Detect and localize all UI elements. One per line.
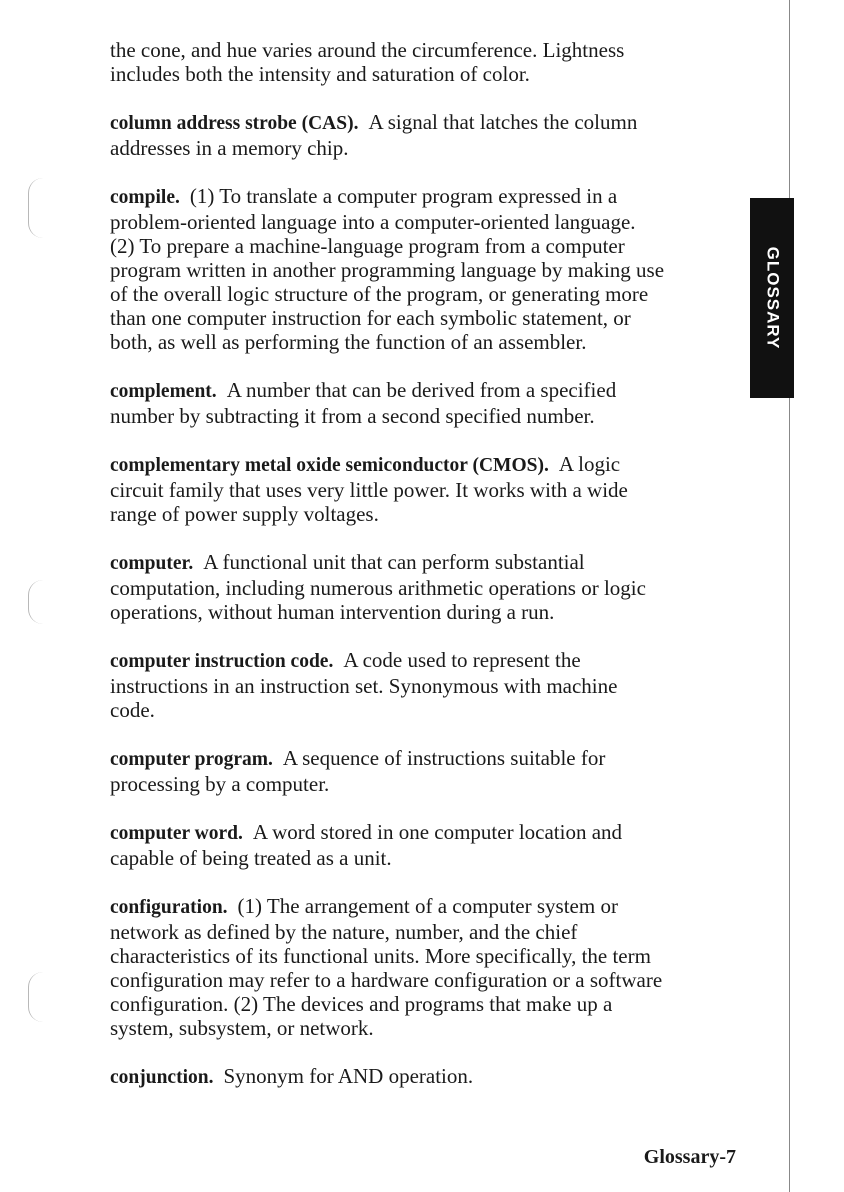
entry-term: complement. — [110, 381, 217, 402]
text-line: circuit family that uses very little power. It works with a wide — [110, 478, 628, 502]
text-line: A logic — [558, 452, 621, 476]
text-line: system, subsystem, or network. — [110, 1016, 374, 1040]
entry-term: configuration. — [110, 897, 228, 918]
text-line: Synonym for AND operation. — [223, 1064, 474, 1088]
glossary-section-tab — [750, 198, 794, 398]
text-line: (1) The arrangement of a computer system or — [237, 894, 618, 918]
text-line: A number that can be derived from a specified — [226, 378, 617, 402]
text-line: instructions in an instruction set. Synonymous with machine — [110, 674, 618, 698]
entry-term: computer program. — [110, 749, 273, 770]
text-line: than one computer instruction for each symbolic statement, or — [110, 306, 631, 330]
text-line: configuration. (2) The devices and programs that make up a — [110, 992, 613, 1016]
text-line: operations, without human intervention during a run. — [110, 600, 555, 624]
text-line: the cone, and hue varies around the circumference. Lightness — [110, 38, 625, 62]
text-line: characteristics of its functional units. More specifically, the term — [110, 944, 651, 968]
binder-hole-mark — [28, 580, 43, 624]
entry-term: computer instruction code. — [110, 651, 334, 672]
text-line: includes both the intensity and saturation of color. — [110, 62, 530, 86]
glossary-entry — [110, 378, 750, 428]
entry-term: complementary metal oxide semiconductor (CMOS). — [110, 455, 549, 476]
continuation-paragraph — [110, 38, 750, 86]
text-line: computation, including numerous arithmetic operations or logic — [110, 576, 646, 600]
entry-term: conjunction. — [110, 1067, 214, 1088]
text-line: of the overall logic structure of the program, or generating more — [110, 282, 649, 306]
text-line: code. — [110, 698, 155, 722]
binder-hole-mark — [28, 972, 43, 1022]
glossary-entry — [110, 1064, 750, 1090]
entry-term: compile. — [110, 187, 180, 208]
text-line: A word stored in one computer location and — [252, 820, 623, 844]
entry-term: column address strobe (CAS). — [110, 113, 359, 134]
text-line: A code used to represent the — [343, 648, 581, 672]
text-line: processing by a computer. — [110, 772, 330, 796]
text-line: (1) To translate a computer program expressed in a — [189, 184, 618, 208]
entry-term: computer word. — [110, 823, 243, 844]
text-line: program written in another programming language by making use — [110, 258, 665, 282]
text-line: A functional unit that can perform substantial — [203, 550, 585, 574]
page-number: Glossary-7 — [643, 1146, 736, 1168]
entry-term: computer. — [110, 553, 194, 574]
text-line: capable of being treated as a unit. — [110, 846, 392, 870]
glossary-entry — [110, 452, 750, 526]
text-line: both, as well as performing the function of an assembler. — [110, 330, 587, 354]
glossary-entry — [110, 110, 750, 160]
binder-hole-mark — [28, 178, 43, 238]
section-tab-label: GLOSSARY — [763, 246, 782, 350]
text-line: addresses in a memory chip. — [110, 136, 349, 160]
page-edge-rule — [789, 0, 790, 1192]
text-line: range of power supply voltages. — [110, 502, 379, 526]
glossary-entry — [110, 894, 750, 1040]
text-line: problem-oriented language into a computer-oriented language. — [110, 210, 636, 234]
text-line: (2) To prepare a machine-language program from a computer — [110, 234, 625, 258]
glossary-entry — [110, 820, 750, 870]
glossary-entry — [110, 550, 750, 624]
text-line: number by subtracting it from a second specified number. — [110, 404, 595, 428]
glossary-entry — [110, 648, 750, 722]
text-line: network as defined by the nature, number, and the chief — [110, 920, 578, 944]
text-line: A sequence of instructions suitable for — [282, 746, 606, 770]
glossary-entry — [110, 184, 750, 354]
text-line: A signal that latches the column — [368, 110, 638, 134]
glossary-entry — [110, 746, 750, 796]
text-line: configuration may refer to a hardware configuration or a software — [110, 968, 663, 992]
glossary-body — [110, 38, 750, 1114]
